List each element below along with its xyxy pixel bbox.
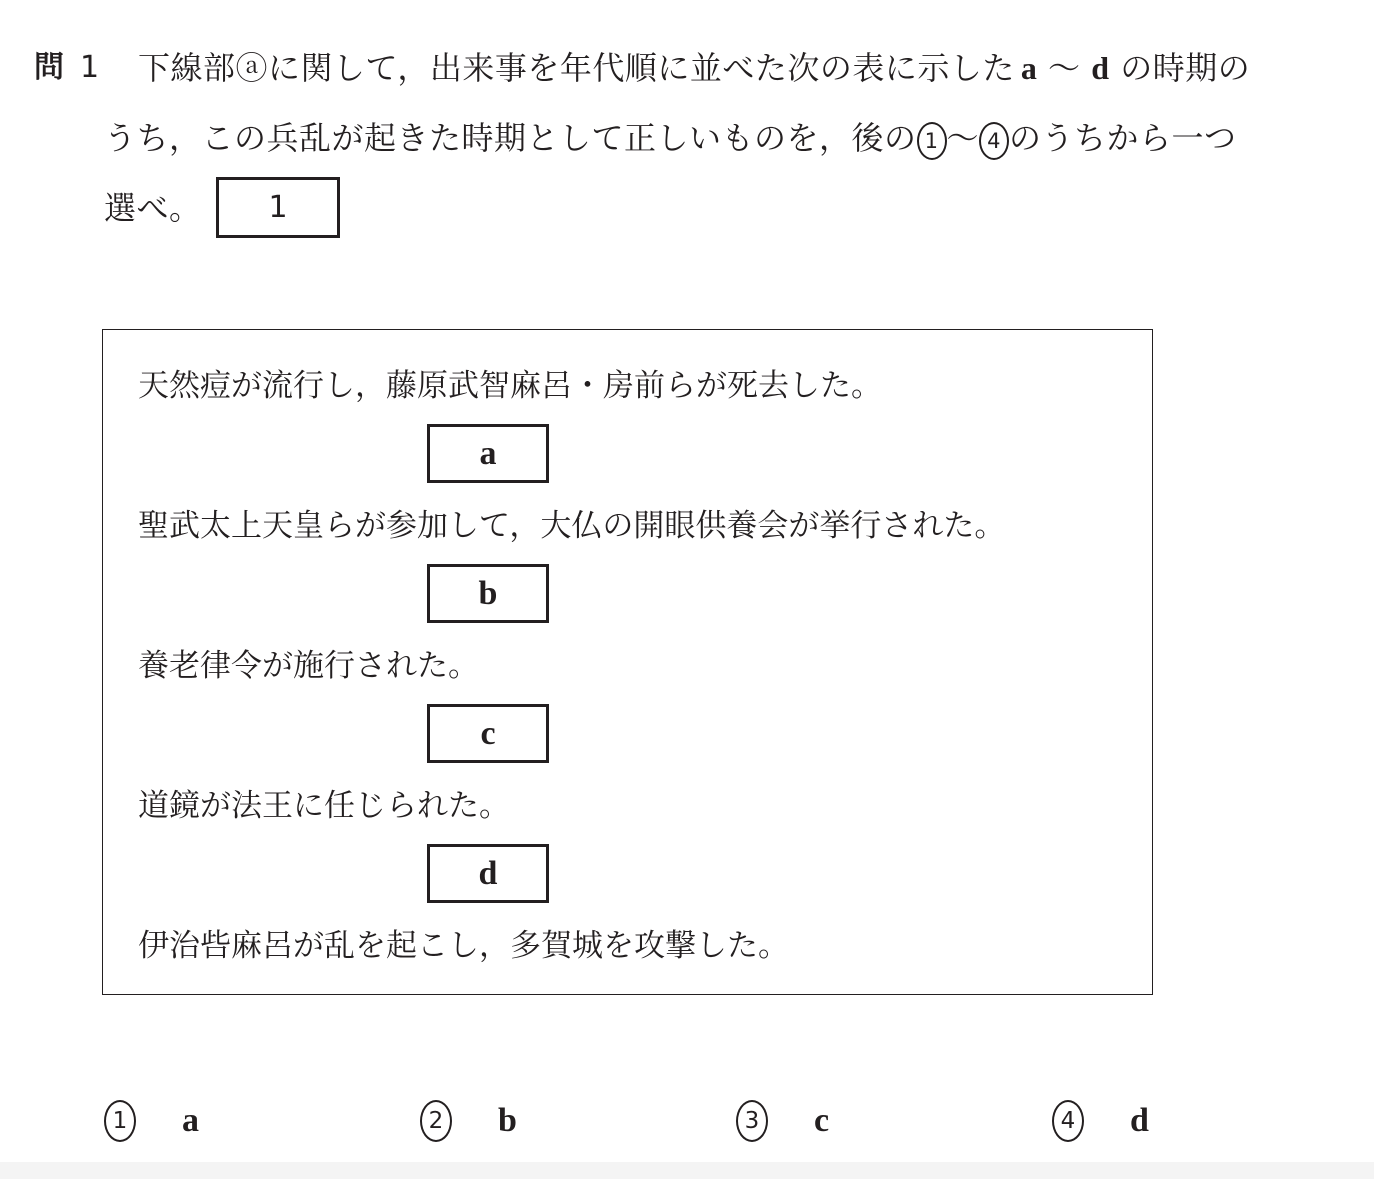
stem-line-1-end: の時期の	[1120, 49, 1251, 87]
period-slot-c: c	[427, 704, 549, 763]
stem-line-2-start: うち，この兵乱が起きた時期として正しいものを，後の	[104, 119, 917, 157]
period-slot-d: d	[427, 844, 549, 903]
stem-line-1-text: 下線部ⓐに関して，出来事を年代順に並べた次の表に示した	[138, 49, 1015, 87]
question-stem-line-1	[138, 46, 1250, 90]
question-stem-line-3: 選べ。	[104, 189, 202, 227]
circled-number-1-icon: 1	[104, 1100, 136, 1142]
bottom-band	[0, 1162, 1374, 1179]
choice-1[interactable]	[104, 1098, 199, 1144]
event-row: 伊治呰麻呂が乱を起こし，多賀城を攻撃した。	[138, 928, 789, 964]
question-stem-line-2	[104, 116, 1237, 160]
event-row: 養老律令が施行された。	[138, 648, 479, 684]
event-row: 天然痘が流行し，藤原武智麻呂・房前らが死去した。	[138, 368, 882, 404]
stem-tilde-1: 〜	[1048, 49, 1081, 87]
question-label	[34, 46, 99, 90]
choice-letter: b	[498, 1102, 517, 1139]
choice-letter: d	[1130, 1102, 1149, 1139]
circled-number-3-icon: 3	[736, 1100, 768, 1142]
stem-letter-d: d	[1091, 50, 1110, 86]
circled-number-1-icon: 1	[917, 122, 947, 160]
choice-letter: c	[814, 1102, 830, 1139]
stem-line-2-end: のうちから一つ	[1009, 119, 1237, 157]
answer-box[interactable]: 1	[216, 177, 340, 238]
question-label-text: 問	[34, 50, 64, 85]
question-number: 1	[80, 50, 100, 85]
event-row: 聖武太上天皇らが参加して，大仏の開眼供養会が挙行された。	[138, 508, 1006, 544]
stem-tilde-2: 〜	[946, 119, 980, 157]
chronology-table	[102, 329, 1153, 995]
circled-number-4-icon: 4	[979, 122, 1009, 160]
choice-letter: a	[182, 1102, 199, 1139]
choice-2[interactable]	[420, 1098, 517, 1144]
event-row: 道鏡が法王に任じられた。	[138, 788, 510, 824]
stem-letter-a: a	[1020, 50, 1038, 86]
circled-number-4-icon: 4	[1052, 1100, 1084, 1142]
period-slot-a: a	[427, 424, 549, 483]
choice-3[interactable]	[736, 1098, 829, 1144]
period-slot-b: b	[427, 564, 549, 623]
choice-4[interactable]	[1052, 1098, 1149, 1144]
circled-number-2-icon: 2	[420, 1100, 452, 1142]
